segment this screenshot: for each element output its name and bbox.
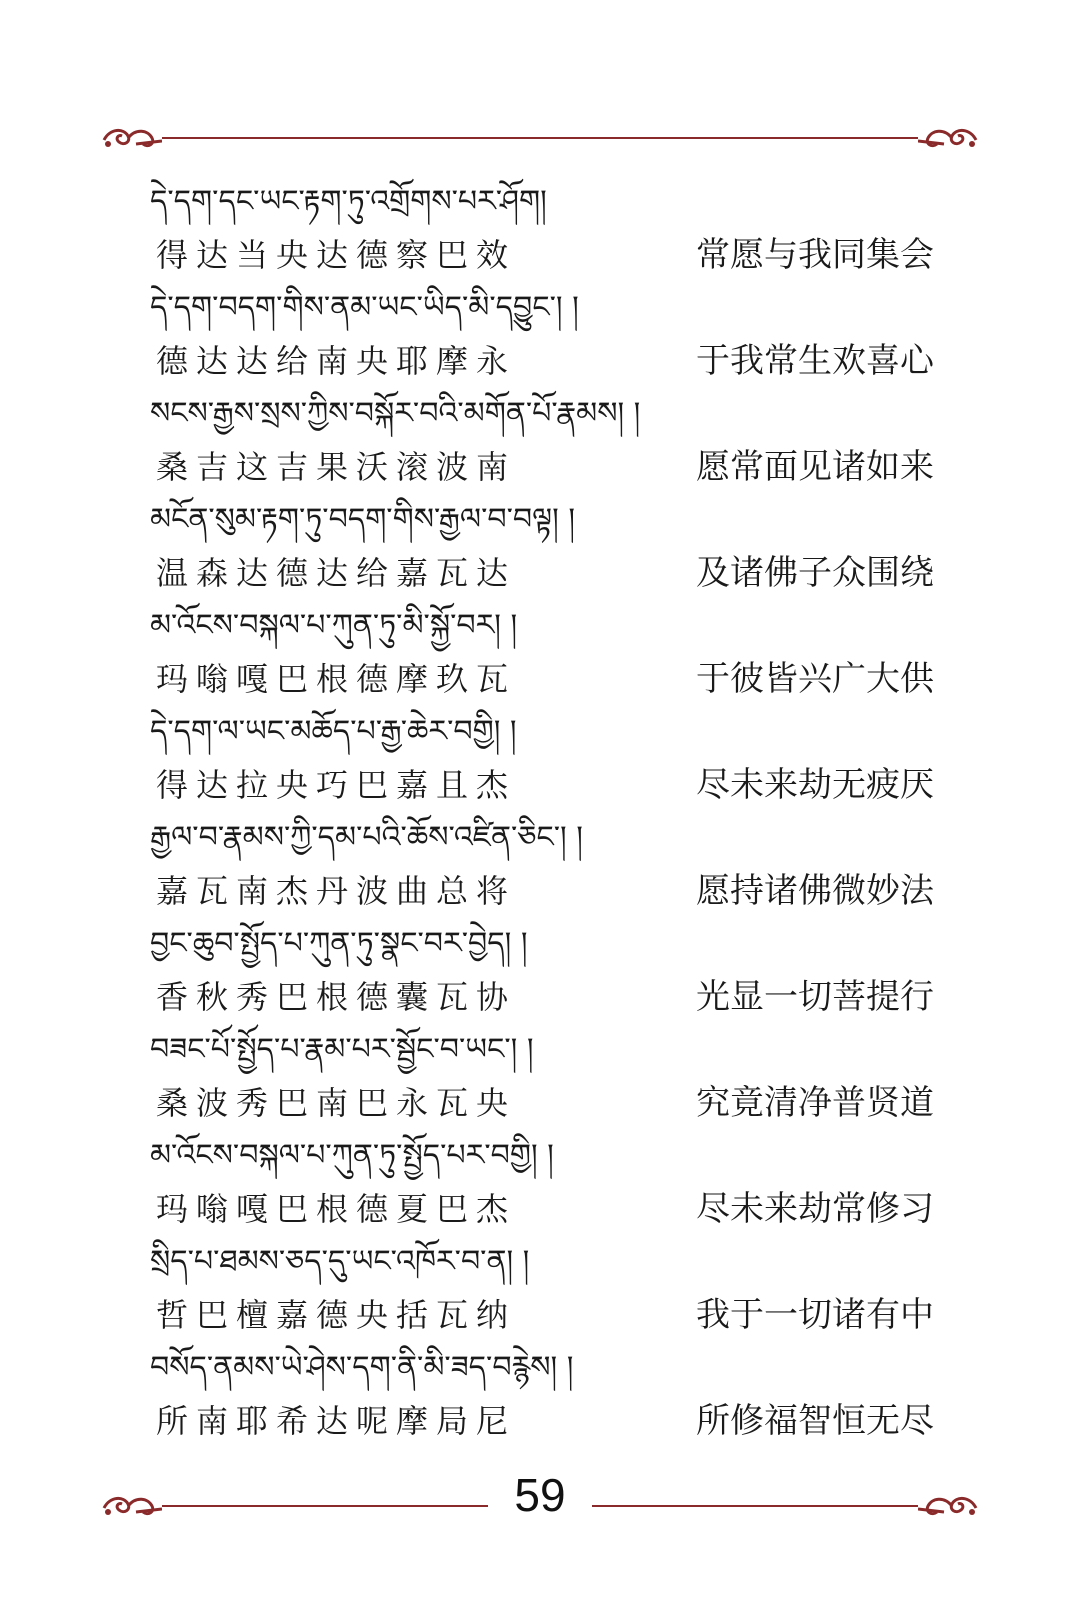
rule-line	[162, 137, 918, 139]
chinese-translation: 愿常面见诸如来	[696, 447, 934, 487]
tibetan-line: བྱང་ཆུབ་སྤྱོད་པ་ཀུན་ཏུ་སྣང་བར་བྱེད། །	[150, 926, 528, 961]
transliteration-line: 哲巴檀嘉德央括瓦纳	[156, 1296, 517, 1334]
chinese-translation: 所修福智恒无尽	[696, 1401, 934, 1441]
verse-block	[150, 1130, 940, 1236]
chinese-translation: 究竟清净普贤道	[696, 1083, 934, 1123]
chinese-translation: 尽未来劫常修习	[696, 1189, 934, 1229]
verse-block	[150, 706, 940, 812]
chinese-translation: 我于一切诸有中	[696, 1295, 934, 1335]
verse-block	[150, 1024, 940, 1130]
chinese-translation: 于我常生欢喜心	[696, 341, 934, 381]
verse-block	[150, 600, 940, 706]
tibetan-line: རྒྱལ་བ་རྣམས་ཀྱི་དམ་པའི་ཆོས་འཛིན་ཅིང་། །	[150, 820, 583, 855]
tibetan-line: དེ་དག་ལ་ཡང་མཆོད་པ་རྒྱ་ཆེར་བགྱི། །	[150, 714, 517, 749]
verse-list	[150, 176, 940, 1448]
scroll-ornament-icon	[100, 122, 162, 154]
scroll-ornament-icon	[100, 1490, 162, 1522]
chinese-translation: 于彼皆兴广大供	[696, 659, 934, 699]
verse-block	[150, 812, 940, 918]
rule-line	[162, 1505, 488, 1507]
chinese-translation: 及诸佛子众围绕	[696, 553, 934, 593]
scroll-ornament-icon	[918, 1490, 980, 1522]
tibetan-line: མངོན་སུམ་རྟག་ཏུ་བདག་གིས་རྒྱལ་བ་བལྟ། །	[150, 502, 575, 537]
verse-block	[150, 494, 940, 600]
transliteration-line: 玛嗡嘎巴根德夏巴杰	[156, 1190, 517, 1228]
scroll-ornament-icon	[918, 122, 980, 154]
transliteration-line: 得达拉央巧巴嘉且杰	[156, 766, 517, 804]
transliteration-line: 香秋秀巴根德囊瓦协	[156, 978, 517, 1016]
tibetan-line: བསོད་ནམས་ཡེ་ཤེས་དག་ནི་མི་ཟད་བརྙེས། །	[150, 1350, 574, 1385]
transliteration-line: 所南耶希达呢摩局尼	[156, 1402, 517, 1440]
tibetan-line: མ་འོངས་བསྐལ་པ་ཀུན་ཏུ་སྤྱོད་པར་བགྱི། །	[150, 1138, 554, 1173]
tibetan-line: བཟང་པོ་སྤྱོད་པ་རྣམ་པར་སྦྱོང་བ་ཡང་། །	[150, 1032, 534, 1067]
verse-block	[150, 282, 940, 388]
rule-line	[592, 1505, 918, 1507]
tibetan-line: མ་འོངས་བསྐལ་པ་ཀུན་ཏུ་མི་སྐྱོ་བར། །	[150, 608, 518, 643]
transliteration-line: 桑波秀巴南巴永瓦央	[156, 1084, 517, 1122]
tibetan-line: སྲིད་པ་ཐམས་ཅད་དུ་ཡང་འཁོར་བ་ན། །	[150, 1244, 530, 1279]
page-number: 59	[514, 1469, 566, 1521]
tibetan-line: སངས་རྒྱས་སྲས་ཀྱིས་བསྐོར་བའི་མགོན་པོ་རྣམས། །	[150, 396, 641, 431]
chinese-translation: 尽未来劫无疲厌	[696, 765, 934, 805]
verse-block	[150, 176, 940, 282]
transliteration-line: 玛嗡嘎巴根德摩玖瓦	[156, 660, 517, 698]
chinese-translation: 常愿与我同集会	[696, 235, 934, 275]
verse-block	[150, 388, 940, 494]
tibetan-line: དེ་དག་བདག་གིས་ནམ་ཡང་ཡིད་མི་དབྱུང་། །	[150, 290, 579, 325]
chinese-translation: 愿持诸佛微妙法	[696, 871, 934, 911]
transliteration-line: 温森达德达给嘉瓦达	[156, 554, 517, 592]
chinese-translation: 光显一切菩提行	[696, 977, 934, 1017]
verse-block	[150, 1236, 940, 1342]
verse-block	[150, 1342, 940, 1448]
transliteration-line: 得达当央达德察巴效	[156, 236, 517, 274]
transliteration-line: 桑吉这吉果沃滚波南	[156, 448, 517, 486]
top-ornamental-rule	[100, 118, 980, 158]
transliteration-line: 嘉瓦南杰丹波曲总将	[156, 872, 517, 910]
tibetan-line: དེ་དག་དང་ཡང་རྟག་ཏུ་འགྲོགས་པར་ཤོག།	[150, 184, 547, 219]
verse-block	[150, 918, 940, 1024]
transliteration-line: 德达达给南央耶摩永	[156, 342, 517, 380]
